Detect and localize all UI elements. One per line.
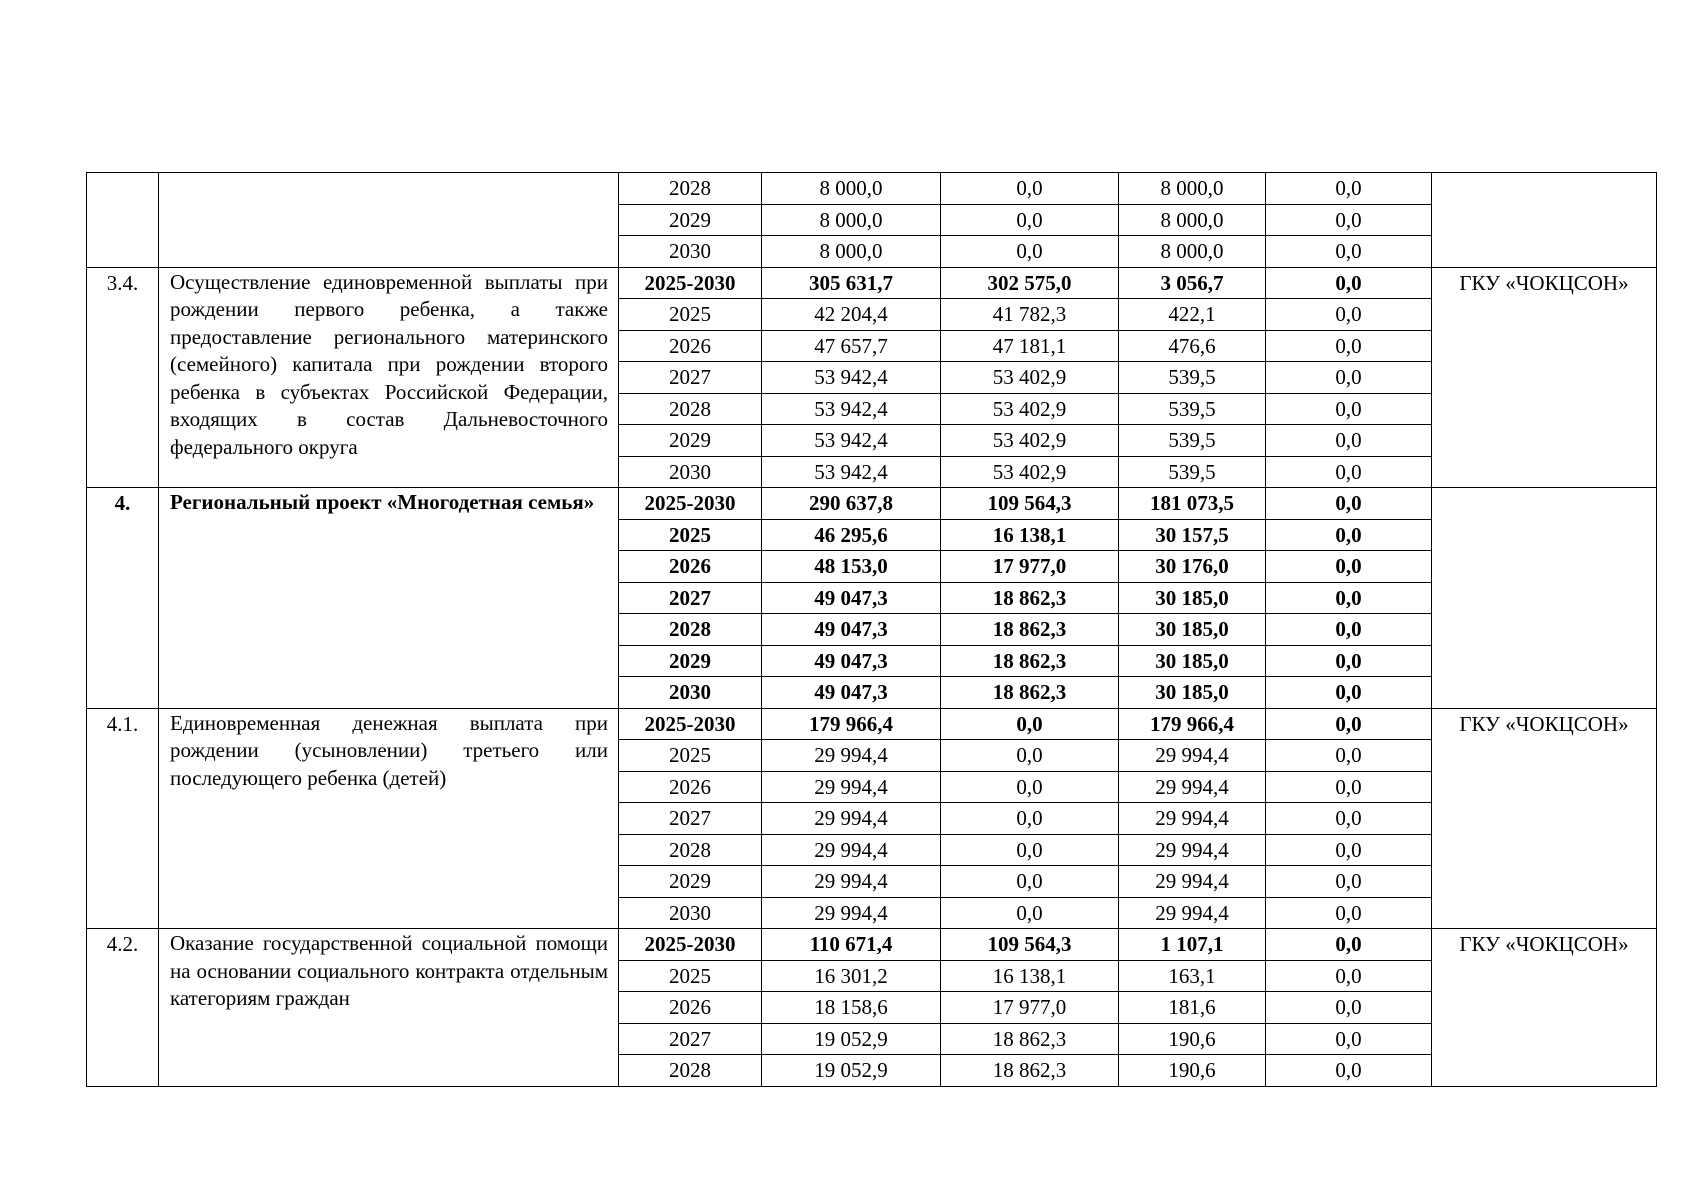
other-sources-cell: 0,0 <box>1266 740 1432 772</box>
federal-budget-cell: 109 564,3 <box>941 929 1119 961</box>
table-row <box>87 267 1657 299</box>
federal-budget-cell: 0,0 <box>941 204 1119 236</box>
period-cell: 2027 <box>619 582 762 614</box>
period-cell: 2025-2030 <box>619 929 762 961</box>
federal-budget-cell: 16 138,1 <box>941 519 1119 551</box>
period-cell: 2026 <box>619 771 762 803</box>
budget-table-body <box>87 173 1657 1087</box>
total-cell: 18 158,6 <box>762 992 941 1024</box>
regional-budget-cell: 29 994,4 <box>1119 771 1266 803</box>
federal-budget-cell: 53 402,9 <box>941 456 1119 488</box>
table-row <box>87 708 1657 740</box>
other-sources-cell: 0,0 <box>1266 614 1432 646</box>
federal-budget-cell: 18 862,3 <box>941 645 1119 677</box>
federal-budget-cell: 47 181,1 <box>941 330 1119 362</box>
budget-table <box>86 172 1657 1087</box>
total-cell: 53 942,4 <box>762 425 941 457</box>
federal-budget-cell: 109 564,3 <box>941 488 1119 520</box>
regional-budget-cell: 539,5 <box>1119 362 1266 394</box>
period-cell: 2027 <box>619 803 762 835</box>
regional-budget-cell: 422,1 <box>1119 299 1266 331</box>
item-name: Единовременная денежная выплата при рождении (усыновлении) третьего или последующего ребенка (детей) <box>159 708 619 929</box>
item-number <box>87 173 159 268</box>
regional-budget-cell: 30 176,0 <box>1119 551 1266 583</box>
total-cell: 29 994,4 <box>762 803 941 835</box>
federal-budget-cell: 18 862,3 <box>941 582 1119 614</box>
total-cell: 16 301,2 <box>762 960 941 992</box>
item-number: 4.1. <box>87 708 159 929</box>
other-sources-cell: 0,0 <box>1266 866 1432 898</box>
total-cell: 290 637,8 <box>762 488 941 520</box>
other-sources-cell: 0,0 <box>1266 1023 1432 1055</box>
other-sources-cell: 0,0 <box>1266 834 1432 866</box>
period-cell: 2027 <box>619 1023 762 1055</box>
executor: ГКУ «ЧОКЦСОН» <box>1432 267 1657 488</box>
period-cell: 2025 <box>619 299 762 331</box>
period-cell: 2029 <box>619 204 762 236</box>
other-sources-cell: 0,0 <box>1266 708 1432 740</box>
period-cell: 2026 <box>619 330 762 362</box>
regional-budget-cell: 3 056,7 <box>1119 267 1266 299</box>
period-cell: 2025-2030 <box>619 267 762 299</box>
regional-budget-cell: 30 185,0 <box>1119 645 1266 677</box>
regional-budget-cell: 8 000,0 <box>1119 204 1266 236</box>
other-sources-cell: 0,0 <box>1266 173 1432 205</box>
total-cell: 53 942,4 <box>762 456 941 488</box>
other-sources-cell: 0,0 <box>1266 330 1432 362</box>
total-cell: 49 047,3 <box>762 582 941 614</box>
regional-budget-cell: 30 185,0 <box>1119 582 1266 614</box>
federal-budget-cell: 53 402,9 <box>941 362 1119 394</box>
regional-budget-cell: 539,5 <box>1119 456 1266 488</box>
other-sources-cell: 0,0 <box>1266 425 1432 457</box>
item-name: Осуществление единовременной выплаты при рождении первого ребенка, а также предоставление регионального материнского (семейного) капитала при рождении второго ребенка в субъектах Российской Федерации, входящих в состав Дальневосточного федерального округа <box>159 267 619 488</box>
other-sources-cell: 0,0 <box>1266 204 1432 236</box>
federal-budget-cell: 41 782,3 <box>941 299 1119 331</box>
total-cell: 8 000,0 <box>762 173 941 205</box>
federal-budget-cell: 17 977,0 <box>941 992 1119 1024</box>
federal-budget-cell: 0,0 <box>941 834 1119 866</box>
executor: ГКУ «ЧОКЦСОН» <box>1432 708 1657 929</box>
other-sources-cell: 0,0 <box>1266 299 1432 331</box>
total-cell: 46 295,6 <box>762 519 941 551</box>
total-cell: 29 994,4 <box>762 866 941 898</box>
item-name: Региональный проект «Многодетная семья» <box>159 488 619 709</box>
other-sources-cell: 0,0 <box>1266 236 1432 268</box>
federal-budget-cell: 0,0 <box>941 708 1119 740</box>
period-cell: 2026 <box>619 992 762 1024</box>
other-sources-cell: 0,0 <box>1266 771 1432 803</box>
federal-budget-cell: 0,0 <box>941 897 1119 929</box>
total-cell: 8 000,0 <box>762 236 941 268</box>
other-sources-cell: 0,0 <box>1266 456 1432 488</box>
regional-budget-cell: 181 073,5 <box>1119 488 1266 520</box>
regional-budget-cell: 30 185,0 <box>1119 677 1266 709</box>
federal-budget-cell: 18 862,3 <box>941 1023 1119 1055</box>
federal-budget-cell: 18 862,3 <box>941 614 1119 646</box>
other-sources-cell: 0,0 <box>1266 519 1432 551</box>
total-cell: 48 153,0 <box>762 551 941 583</box>
total-cell: 47 657,7 <box>762 330 941 362</box>
federal-budget-cell: 0,0 <box>941 740 1119 772</box>
other-sources-cell: 0,0 <box>1266 992 1432 1024</box>
period-cell: 2028 <box>619 393 762 425</box>
executor <box>1432 173 1657 268</box>
federal-budget-cell: 17 977,0 <box>941 551 1119 583</box>
other-sources-cell: 0,0 <box>1266 582 1432 614</box>
regional-budget-cell: 163,1 <box>1119 960 1266 992</box>
item-number: 4. <box>87 488 159 709</box>
federal-budget-cell: 18 862,3 <box>941 1055 1119 1087</box>
period-cell: 2029 <box>619 866 762 898</box>
table-row <box>87 173 1657 205</box>
item-number: 3.4. <box>87 267 159 488</box>
total-cell: 29 994,4 <box>762 771 941 803</box>
period-cell: 2027 <box>619 362 762 394</box>
total-cell: 53 942,4 <box>762 393 941 425</box>
regional-budget-cell: 30 185,0 <box>1119 614 1266 646</box>
regional-budget-cell: 29 994,4 <box>1119 740 1266 772</box>
federal-budget-cell: 0,0 <box>941 236 1119 268</box>
period-cell: 2029 <box>619 645 762 677</box>
other-sources-cell: 0,0 <box>1266 929 1432 961</box>
period-cell: 2025 <box>619 960 762 992</box>
federal-budget-cell: 53 402,9 <box>941 393 1119 425</box>
period-cell: 2025-2030 <box>619 488 762 520</box>
total-cell: 8 000,0 <box>762 204 941 236</box>
federal-budget-cell: 16 138,1 <box>941 960 1119 992</box>
federal-budget-cell: 53 402,9 <box>941 425 1119 457</box>
regional-budget-cell: 539,5 <box>1119 393 1266 425</box>
regional-budget-cell: 179 966,4 <box>1119 708 1266 740</box>
federal-budget-cell: 0,0 <box>941 173 1119 205</box>
period-cell: 2029 <box>619 425 762 457</box>
regional-budget-cell: 8 000,0 <box>1119 236 1266 268</box>
total-cell: 110 671,4 <box>762 929 941 961</box>
regional-budget-cell: 29 994,4 <box>1119 834 1266 866</box>
period-cell: 2028 <box>619 1055 762 1087</box>
total-cell: 49 047,3 <box>762 677 941 709</box>
period-cell: 2025 <box>619 519 762 551</box>
table-row <box>87 929 1657 961</box>
total-cell: 29 994,4 <box>762 740 941 772</box>
other-sources-cell: 0,0 <box>1266 551 1432 583</box>
other-sources-cell: 0,0 <box>1266 267 1432 299</box>
total-cell: 49 047,3 <box>762 614 941 646</box>
total-cell: 42 204,4 <box>762 299 941 331</box>
period-cell: 2028 <box>619 834 762 866</box>
executor: ГКУ «ЧОКЦСОН» <box>1432 929 1657 1087</box>
other-sources-cell: 0,0 <box>1266 362 1432 394</box>
other-sources-cell: 0,0 <box>1266 897 1432 929</box>
executor <box>1432 488 1657 709</box>
period-cell: 2026 <box>619 551 762 583</box>
period-cell: 2030 <box>619 236 762 268</box>
regional-budget-cell: 29 994,4 <box>1119 897 1266 929</box>
other-sources-cell: 0,0 <box>1266 645 1432 677</box>
other-sources-cell: 0,0 <box>1266 677 1432 709</box>
total-cell: 29 994,4 <box>762 897 941 929</box>
total-cell: 179 966,4 <box>762 708 941 740</box>
regional-budget-cell: 30 157,5 <box>1119 519 1266 551</box>
federal-budget-cell: 0,0 <box>941 803 1119 835</box>
other-sources-cell: 0,0 <box>1266 960 1432 992</box>
item-number: 4.2. <box>87 929 159 1087</box>
table-row <box>87 488 1657 520</box>
total-cell: 19 052,9 <box>762 1023 941 1055</box>
total-cell: 53 942,4 <box>762 362 941 394</box>
regional-budget-cell: 8 000,0 <box>1119 173 1266 205</box>
total-cell: 19 052,9 <box>762 1055 941 1087</box>
period-cell: 2025-2030 <box>619 708 762 740</box>
regional-budget-cell: 476,6 <box>1119 330 1266 362</box>
total-cell: 49 047,3 <box>762 645 941 677</box>
other-sources-cell: 0,0 <box>1266 488 1432 520</box>
period-cell: 2025 <box>619 740 762 772</box>
item-name: Оказание государственной социальной помощи на основании социального контракта отдельным категориям граждан <box>159 929 619 1087</box>
period-cell: 2030 <box>619 897 762 929</box>
regional-budget-cell: 190,6 <box>1119 1055 1266 1087</box>
period-cell: 2028 <box>619 173 762 205</box>
federal-budget-cell: 0,0 <box>941 771 1119 803</box>
regional-budget-cell: 539,5 <box>1119 425 1266 457</box>
item-name <box>159 173 619 268</box>
other-sources-cell: 0,0 <box>1266 1055 1432 1087</box>
regional-budget-cell: 190,6 <box>1119 1023 1266 1055</box>
regional-budget-cell: 181,6 <box>1119 992 1266 1024</box>
regional-budget-cell: 1 107,1 <box>1119 929 1266 961</box>
federal-budget-cell: 18 862,3 <box>941 677 1119 709</box>
total-cell: 305 631,7 <box>762 267 941 299</box>
federal-budget-cell: 0,0 <box>941 866 1119 898</box>
period-cell: 2028 <box>619 614 762 646</box>
period-cell: 2030 <box>619 456 762 488</box>
regional-budget-cell: 29 994,4 <box>1119 803 1266 835</box>
other-sources-cell: 0,0 <box>1266 803 1432 835</box>
regional-budget-cell: 29 994,4 <box>1119 866 1266 898</box>
federal-budget-cell: 302 575,0 <box>941 267 1119 299</box>
other-sources-cell: 0,0 <box>1266 393 1432 425</box>
total-cell: 29 994,4 <box>762 834 941 866</box>
period-cell: 2030 <box>619 677 762 709</box>
